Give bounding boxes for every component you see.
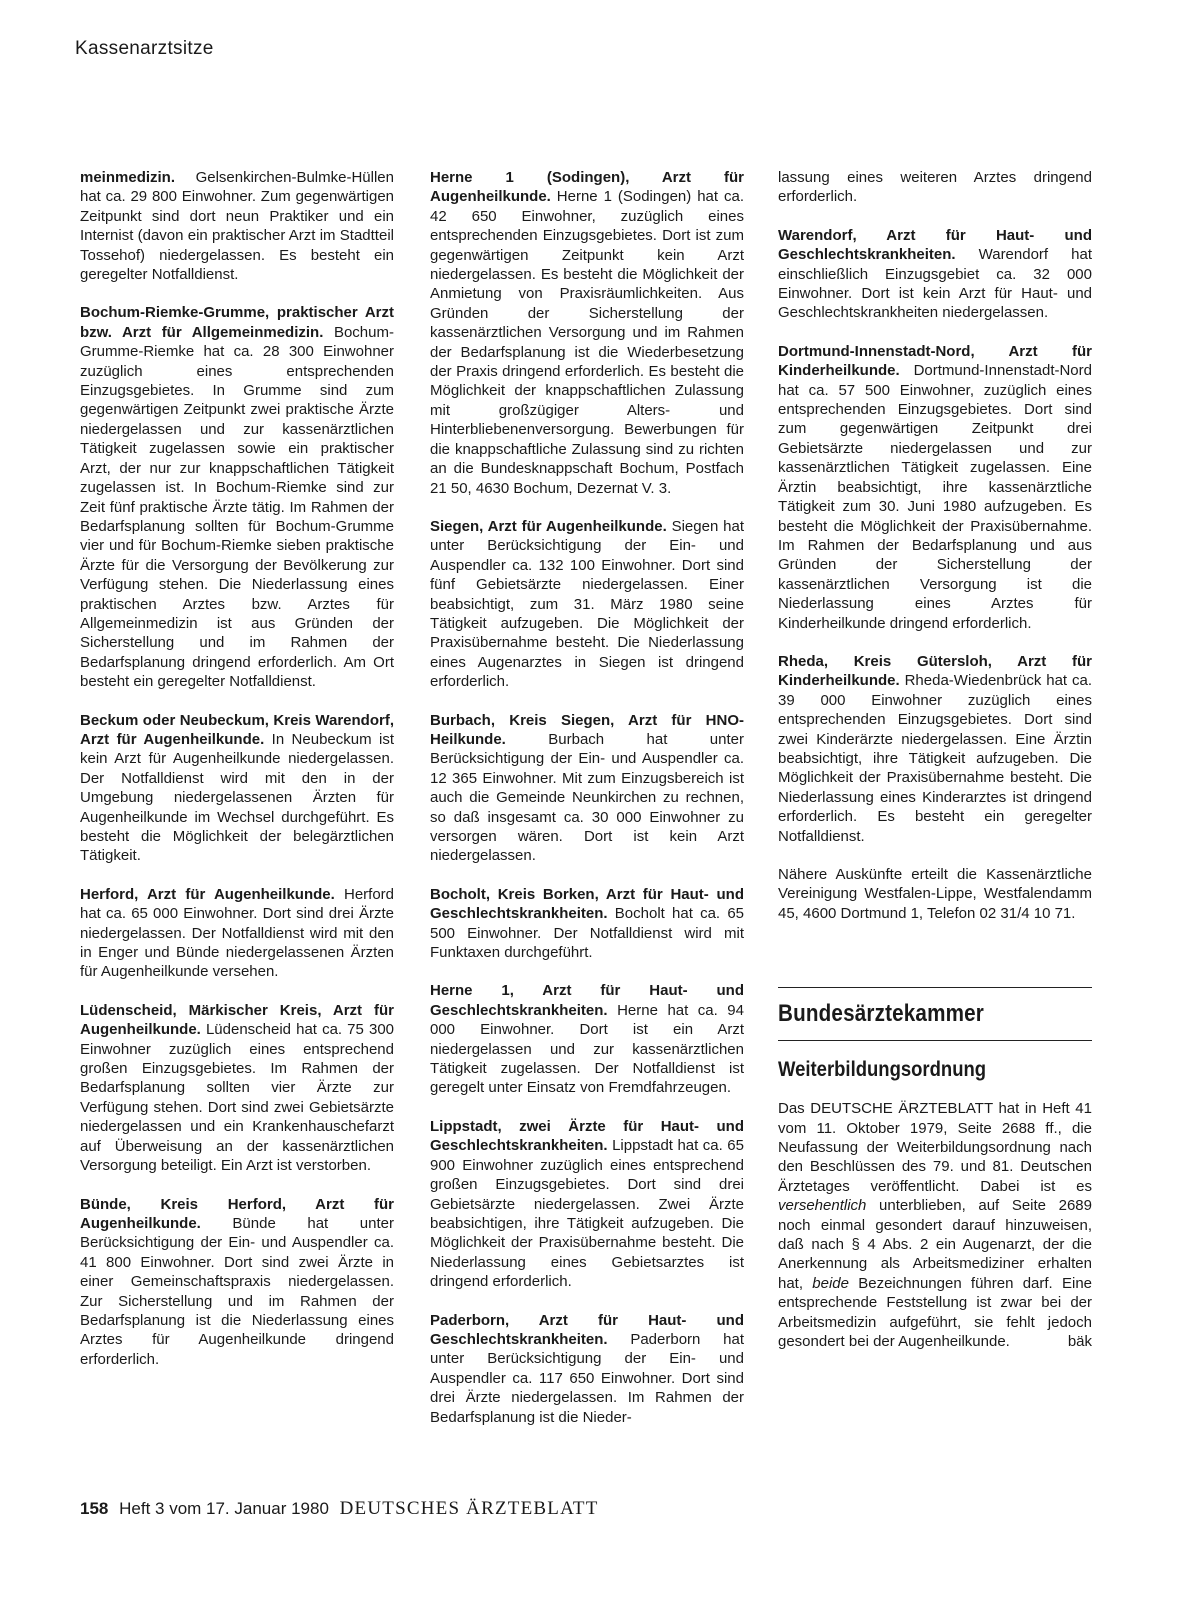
notice-paragraph xyxy=(778,226,1092,323)
section-rule-top xyxy=(778,987,1092,988)
notice-text: Siegen hat unter Berücksichtigung der Ein- und Auspendler ca. 132 100 Einwohner. Dort sind fünf Gebietsärzte niedergelassen. Einer beabsichtigt, zum 31. März 1980 seine Tätigkeit aufzugeben. Die Möglichkeit der Praxisübernahme besteht. Die Niederlassung eines Augenarztes in Siegen ist dringend erforderlich. xyxy=(430,517,744,691)
notice-paragraph xyxy=(430,885,744,963)
notice-paragraph xyxy=(430,168,744,498)
notice-heading: Bocholt, Kreis Borken, Arzt für Haut- und Geschlechtskrankheiten. xyxy=(430,885,744,923)
notice-heading: Dortmund-Innenstadt-Nord, Arzt für Kinderheilkunde. xyxy=(778,342,1092,380)
section-title: Bundesärztekammer xyxy=(778,1000,984,1028)
article-emphasis: beide xyxy=(812,1274,849,1292)
column-3 xyxy=(778,168,1092,1371)
notice-text: Bünde hat unter Berücksichtigung der Ein- und Auspendler ca. 41 800 Einwohner. Dort sind zwei Ärzte in einer Gemeinschaftspraxis niedergelassen. Zur Sicherstellung und im Rahmen der Bedarfsplanung ist die Niederlassung eines Arztes für Augenheilkunde dringend erforderlich. xyxy=(80,1214,394,1368)
signature: bäk xyxy=(1067,1333,1092,1351)
article-body xyxy=(778,1099,1092,1351)
issue-info: Heft 3 vom 17. Januar 1980 xyxy=(119,1499,329,1518)
notice-paragraph xyxy=(80,885,394,982)
column-1 xyxy=(80,168,394,1388)
notice-heading: Siegen, Arzt für Augenheilkunde. xyxy=(430,517,667,535)
notice-text: lassung eines weiteren Arztes dringend erforderlich. xyxy=(778,169,1092,206)
notice-paragraph xyxy=(80,711,394,866)
notice-text: Rheda-Wiedenbrück hat ca. 39 000 Einwohner zuzüglich eines entsprechenden Einzugsgebietes. Dort sind zwei Kinderärzte niedergelassen. Eine Ärztin beabsichtigt, ihre Tätigkeit aufzugeben. Die Möglichkeit der Praxisübernahme besteht. Die Niederlassung eines Kinderarztes ist dringend erforderlich. Es besteht ein geregelter Notfalldienst. xyxy=(778,672,1092,845)
notice-paragraph xyxy=(430,1117,744,1292)
notice-text: Bocholt hat ca. 65 500 Einwohner. Der Notfalldienst wird mit Funktaxen durchgeführt. xyxy=(430,905,744,962)
notice-text: Herford hat ca. 65 000 Einwohner. Dort sind drei Ärzte niedergelassen. Der Notfalldienst wird mit den in Enger und Bünde niedergelassenen Ärzten für Augenheilkunde versehen. xyxy=(80,885,395,981)
notice-text: Herne 1 (Sodingen) hat ca. 42 650 Einwohner, zuzüglich eines entsprechenden Einzugsgebietes. Dort ist zum gegenwärtigen Zeitpunkt kein Arzt niedergelassen. Es besteht die Möglichkeit der Anmietung von Praxisräumlichkeiten. Aus Gründen der Sicherstellung der kassenärztlichen Versorgung und im Rahmen der Bedarfsplanung ist die Wiederbesetzung der Praxis dringend erforderlich. Es besteht die Möglichkeit der knappschaftlichen Zulassung mit großzügiger Alters- und Hinterbliebenenversorgung. Bewerbungen für die knappschaftliche Zulassung sind zu richten an die Bundesknappschaft Bochum, Postfach 21 50, 4630 Bochum, Dezernat V. 3. xyxy=(430,188,744,497)
notice-heading: meinmedizin. xyxy=(80,169,176,186)
notice-heading: Herne 1, Arzt für Haut- und Geschlechtskrankheiten. xyxy=(430,982,744,1019)
article-text: unterblieben, auf Seite 2689 noch einmal gesondert darauf hinzuweisen, daß nach § 4 Abs. 2 ein Augenarzt, der die Anerkennung als Arbeitsmediziner erhalten hat, xyxy=(778,1197,1092,1292)
section-rule-bottom xyxy=(778,1040,1092,1041)
notice-heading: Bünde, Kreis Herford, Arzt für Augenheilkunde. xyxy=(80,1195,394,1232)
notice-heading: Warendorf, Arzt für Haut- und Geschlechtskrankheiten. xyxy=(778,226,1092,264)
notice-paragraph xyxy=(778,652,1092,846)
notice-paragraph xyxy=(80,1195,394,1370)
notice-text: Lüdenscheid hat ca. 75 300 Einwohner zuzüglich eines entsprechend großen Einzugsgebietes. Im Rahmen der Bedarfsplanung sollten vier Ärzte zur Verfügung stehen. Dort sind zwei Gebietsärzte niedergelassen und ein Krankenhauschefarzt auf Überweisung an der kassenärztlichen Versorgung beteiligt. Ein Arzt ist verstorben. xyxy=(80,1021,394,1175)
page-number: 158 xyxy=(80,1499,109,1518)
notice-paragraph xyxy=(430,711,744,866)
notice-text: Paderborn hat unter Berücksichtigung der Ein- und Auspendler ca. 117 650 Einwohner. Dort sind drei Ärzte niedergelassen. Im Rahmen der Bedarfsplanung ist die Nieder- xyxy=(430,1330,744,1426)
notice-heading: Herford, Arzt für Augenheilkunde. xyxy=(80,885,335,903)
notice-heading: Beckum oder Neubeckum, Kreis Warendorf, Arzt für Augenheilkunde. xyxy=(80,711,394,748)
notice-text: Bochum-Grumme-Riemke hat ca. 28 300 Einwohner zuzüglich eines entsprechenden Einzugsgebietes. In Grumme sind zum gegenwärtigen Zeitpunkt zwei praktische Ärzte niedergelassen und zur kassenärztlichen Tätigkeit zugelassen sowie ein praktischer Arzt, der nur zur knappschaftlichen Tätigkeit zugelassen ist. In Bochum-Riemke sind zur Zeit fünf praktische Ärzte tätig. Im Rahmen der Bedarfsplanung sollten für Bochum-Grumme vier und für Bochum-Riemke sieben praktische Ärzte für die Versorgung der Bevölkerung zur Verfügung stehen. Die Niederlassung eines praktischen Arztes bzw. Arztes für Allgemeinmedizin ist aus Gründen der Sicherstellung und im Rahmen der Bedarfsplanung dringend erforderlich. Am Ort besteht ein geregelter Notfalldienst. xyxy=(80,323,394,691)
article-text: Das DEUTSCHE ÄRZTEBLATT hat in Heft 41 vom 11. Oktober 1979, Seite 2688 ff., die Neufassung der Weiterbildungsordnung nach den Beschlüssen des 79. und 81. Deutschen Ärztetages veröffentlicht. Dabei ist es xyxy=(778,1100,1092,1195)
notice-text: In Neubeckum ist kein Arzt für Augenheilkunde niedergelassen. Der Notfalldienst wird mit den in der Umgebung niedergelassenen Ärzten für Augenheilkunde im Wechsel durchgeführt. Es besteht die Möglichkeit der belegärztlichen Tätigkeit. xyxy=(80,730,394,865)
notice-paragraph xyxy=(430,981,744,1097)
notice-heading: Lippstadt, zwei Ärzte für Haut- und Geschlechtskrankheiten. xyxy=(430,1117,744,1155)
journal-name: DEUTSCHES ÄRZTEBLATT xyxy=(339,1498,599,1519)
notice-text: Dortmund-Innenstadt-Nord hat ca. 57 500 Einwohner, zuzüglich eines entsprechenden Einzugsgebietes. Dort sind zum gegenwärtigen Zeitpunkt drei Gebietsärzte niedergelassen und zur kassenärztlichen Tätigkeit zugelassen. Eine Ärztin beabsichtigt, ihre kassenärztliche Tätigkeit zum 30. Juni 1980 aufzugeben. Es besteht die Möglichkeit der Praxisübernahme. Im Rahmen der Bedarfsplanung und aus Gründen der Sicherstellung der kassenärztlichen Versorgung ist die Niederlassung eines Arztes für Kinderheilkunde dringend erforderlich. xyxy=(778,362,1092,632)
notice-paragraph xyxy=(430,1311,744,1427)
notice-text: Burbach hat unter Berücksichtigung der Ein- und Auspendler ca. 12 365 Einwohner. Mit zum Einzugsbereich ist auch die Gemeinde Neunkirchen zu rechnen, so daß insgesamt ca. 30 000 Einwohner zu versorgen wären. Dort ist kein Arzt niedergelassen. xyxy=(430,730,744,865)
column-2 xyxy=(430,168,744,1446)
notice-paragraph xyxy=(80,168,394,284)
notice-text: Herne hat ca. 94 000 Einwohner. Dort ist ein Arzt niedergelassen und zur kassenärztlichen Tätigkeit zugelassen. Der Notfalldienst ist geregelt unter Einsatz von Fremdfahrzeugen. xyxy=(430,1001,744,1097)
notice-paragraph xyxy=(80,303,394,691)
article-emphasis: versehentlich xyxy=(778,1197,867,1215)
notice-paragraph xyxy=(430,517,744,692)
article-text: Bezeichnungen führen darf. Eine entsprechende Feststellung ist zwar bei der Arbeitsmedizin aufgeführt, sie fehlt jedoch gesondert bei der Augenheilkunde. xyxy=(778,1274,1093,1351)
notice-text: Warendorf hat einschließlich Einzugsgebiet ca. 32 000 Einwohner. Dort ist kein Arzt für Haut- und Geschlechtskrankheiten niedergelassen. xyxy=(778,246,1092,322)
running-header: Kassenarztsitze xyxy=(75,38,214,59)
notice-heading: Herne 1 (Sodingen), Arzt für Augenheilkunde. xyxy=(430,169,744,206)
notice-heading: Burbach, Kreis Siegen, Arzt für HNO-Heilkunde. xyxy=(430,711,744,748)
notice-text: Lippstadt hat ca. 65 900 Einwohner zuzüglich eines entsprechend großen Einzugsgebietes. Dort sind drei Gebietsärzte niedergelassen. Zwei Ärzte beabsichtigen, ihre Tätigkeit aufzugeben. Die Möglichkeit der Praxisübernahme besteht. Die Niederlassung eines Gebietsarztes ist dringend erforderlich. xyxy=(430,1137,744,1291)
notice-heading: Bochum-Riemke-Grumme, praktischer Arzt bzw. Arzt für Allgemeinmedizin. xyxy=(80,304,394,341)
article-title: Weiterbildungsordnung xyxy=(778,1058,987,1082)
contact-paragraph xyxy=(778,865,1092,923)
notice-heading: Rheda, Kreis Gütersloh, Arzt für Kinderheilkunde. xyxy=(778,652,1092,690)
notice-paragraph xyxy=(778,168,1092,207)
notice-heading: Paderborn, Arzt für Haut- und Geschlechtskrankheiten. xyxy=(430,1311,744,1348)
page-footer xyxy=(80,1498,599,1520)
notice-paragraph xyxy=(778,342,1092,633)
notice-text: Gelsenkirchen-Bulmke-Hüllen hat ca. 29 800 Einwohner. Zum gegenwärtigen Zeitpunkt sind dort neun Praktiker und ein Internist (davon ein praktischer Arzt im Stadtteil Tossehof) niedergelassen. Es besteht ein geregelter Notfalldienst. xyxy=(80,169,394,284)
notice-paragraph xyxy=(80,1001,394,1176)
notice-heading: Lüdenscheid, Märkischer Kreis, Arzt für Augenheilkunde. xyxy=(80,1001,394,1039)
contact-text: Nähere Auskünfte erteilt die Kassenärztliche Vereinigung Westfalen-Lippe, Westfalendamm 45, 4600 Dortmund 1, Telefon 02 31/4 10 71. xyxy=(778,866,1092,922)
